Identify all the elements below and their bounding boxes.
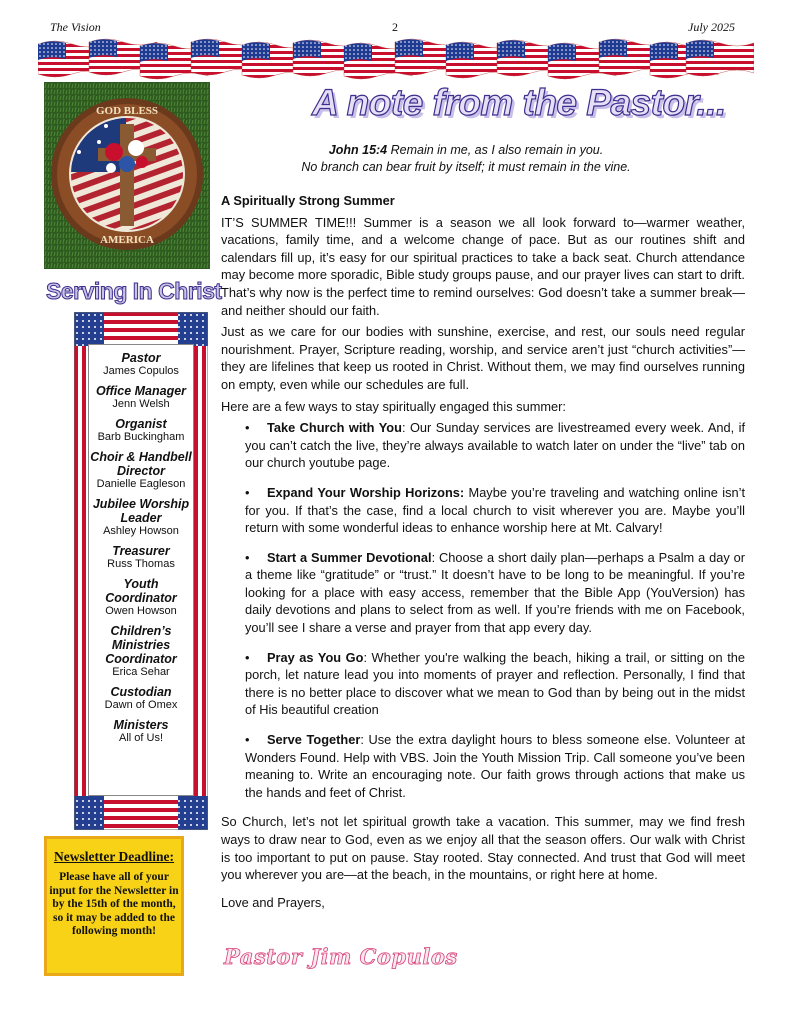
staff-entry	[89, 544, 193, 571]
way-text: Maybe you’re traveling and watching online isn’t for you. If that’s the case, find a local church to visit wherever you are. Maybe you’ll return with some wonderful ideas to enhance worship here at Mt. Calvary!	[245, 484, 746, 536]
way-text: Choose a short daily plan—perhaps a Psalm a day or a theme like “gratitude” or “trust.” It doesn’t have to be long to be meaningful. If you’re looking for a place with easy access, remember that the Bible App (YouVersion) has daily devotions and plans to select from as well. If you’re friends with me on Facebook, you’ll see I share a verse and prayer from that app every day.	[245, 549, 745, 636]
staff-name: Erica Sehar	[112, 666, 170, 678]
article-heading: A Spiritually Strong Summer	[221, 193, 395, 208]
god-bless-america-plaque-image	[44, 82, 210, 269]
ways-list	[221, 419, 745, 801]
ways-list-item	[245, 649, 745, 719]
staff-name: All of Us!	[118, 732, 163, 744]
verse-reference: John 15:4	[328, 143, 388, 157]
way-title: Pray as You Go	[267, 649, 364, 665]
way-title: Take Church with You	[267, 420, 402, 436]
staff-role: Children’s Ministries Coordinator	[105, 624, 177, 666]
bullet-icon: •	[245, 549, 250, 565]
staff-name: Danielle Eagleson	[96, 478, 186, 490]
staff-name: Russ Thomas	[107, 558, 175, 570]
ways-list-item	[245, 549, 745, 637]
article-paragraph: Here are a few ways to stay spiritually engaged this summer:	[221, 398, 566, 414]
staff-name: Owen Howson	[105, 605, 177, 617]
bullet-icon: •	[245, 420, 250, 436]
staff-entry	[89, 685, 193, 712]
article-paragraph: Just as we care for our bodies with sunshine, exercise, and rest, our souls need regular nourishment. Prayer, Scripture reading, worship, and service aren’t just “church activities”—they are lifelines that keep us rooted in Christ. Without them, we may find ourselves running on empty, even while our schedules are full.	[221, 324, 745, 392]
ways-list-item	[245, 731, 745, 801]
staff-entry	[89, 384, 193, 411]
way-separator: :	[360, 732, 364, 748]
sidebar-title: Serving In Christ	[46, 278, 222, 304]
way-title: Start a Summer Devotional	[267, 549, 432, 565]
article-paragraph: IT’S SUMMER TIME!!! Summer is a season we all look forward to—warmer weather, vacations, family time, and a welcome change of pace. But as our routines shift and calendars fill up, it’s easy for our spiritual practices to take a back seat. Church attendance may become more sporadic, Bible study groups pause, and our prayer lives can start to drift. That’s why now is the perfect time to remind ourselves: God doesn’t take a summer break—and neither should our faith.	[221, 214, 745, 318]
staff-entry	[89, 577, 193, 618]
verse-line-2: No branch can bear fruit by itself; it must remain in the vine.	[301, 160, 631, 174]
article-title: A note from the Pastor...	[312, 82, 726, 123]
way-separator: :	[363, 649, 367, 665]
page-number: 2	[392, 20, 398, 34]
staff-entry	[89, 497, 193, 538]
staff-role: Youth Coordinator	[105, 577, 177, 605]
staff-role: Office Manager	[95, 384, 187, 398]
staff-role: Pastor	[121, 351, 161, 365]
way-title: Serve Together	[267, 732, 361, 748]
staff-name: James Copulos	[103, 365, 179, 377]
deadline-title: Newsletter Deadline:	[53, 849, 175, 864]
deadline-body: Please have all of your input for the Newsletter in by the 15th of the month, so it may be added to the following month!	[49, 871, 179, 937]
article-body	[221, 192, 745, 915]
plaque-top-text: GOD BLESS	[95, 105, 159, 117]
bullet-icon: •	[245, 649, 250, 665]
staff-name: Ashley Howson	[103, 525, 179, 537]
way-separator: :	[431, 549, 436, 565]
closing-paragraph: So Church, let’s not let spiritual growth take a vacation. This summer, may we find fresh ways to draw near to God, even as we enjoy all that the season offers. Our walk with Christ is too important to put on pause. Stay rooted. Stay connected. And trust that God will meet you wherever you are—at the beach, in the mountains, or right here at home.	[221, 814, 745, 883]
bullet-icon: •	[245, 732, 250, 748]
staff-role: Ministers	[113, 718, 169, 732]
ways-list-item	[245, 419, 745, 472]
staff-entry	[89, 624, 193, 679]
staff-role: Choir & Handbell Director	[90, 450, 192, 478]
way-title: Expand Your Worship Horizons:	[267, 484, 465, 500]
flag-banner-graphic	[38, 38, 754, 80]
issue-date: July 2025	[688, 20, 735, 34]
way-text: Use the extra daylight hours to bless someone else. Volunteer at Wonders Found. Help with VBS. Join the Youth Mission Trip. Call someone you’ve been meaning to. Write an encouraging note. Our faith grows through actions that make us the hands and feet of Christ.	[245, 732, 745, 800]
staff-list	[88, 344, 194, 796]
staff-name: Dawn of Omex	[104, 699, 178, 711]
staff-role: Treasurer	[112, 544, 170, 558]
ways-list-item	[245, 484, 745, 537]
bullet-icon: •	[245, 484, 250, 500]
staff-entry	[89, 351, 193, 378]
staff-entry	[89, 718, 193, 745]
staff-role: Custodian	[110, 685, 172, 699]
staff-role: Jubilee Worship Leader	[92, 497, 190, 525]
newsletter-deadline-box	[44, 836, 184, 976]
signoff: Love and Prayers,	[221, 894, 325, 910]
plaque-bottom-text: AMERICA	[100, 234, 154, 246]
staff-entry	[89, 417, 193, 444]
staff-role: Organist	[115, 417, 167, 431]
way-text: Our Sunday services are livestreamed every week. And, if you can’t catch the live, they’re always available to watch later on under the “live” tab on our church youtube page.	[245, 420, 745, 471]
way-text: Whether you're walking the beach, hiking a trail, or sitting on the porch, let nature lead you into moments of prayer and reflection. Personally, I find that there is no better place to discover what we mean to God than by being out in the midst of His beautiful creation	[245, 649, 745, 718]
verse-line-1: Remain in me, as I also remain in you.	[387, 143, 604, 157]
staff-entry	[89, 450, 193, 491]
way-separator: :	[401, 420, 406, 436]
scripture-verse	[256, 142, 676, 176]
staff-name: Jenn Welsh	[112, 398, 170, 410]
staff-name: Barb Buckingham	[97, 431, 185, 443]
publication-name: The Vision	[50, 20, 101, 34]
pastor-signature: Pastor Jim Copulos	[224, 944, 458, 969]
